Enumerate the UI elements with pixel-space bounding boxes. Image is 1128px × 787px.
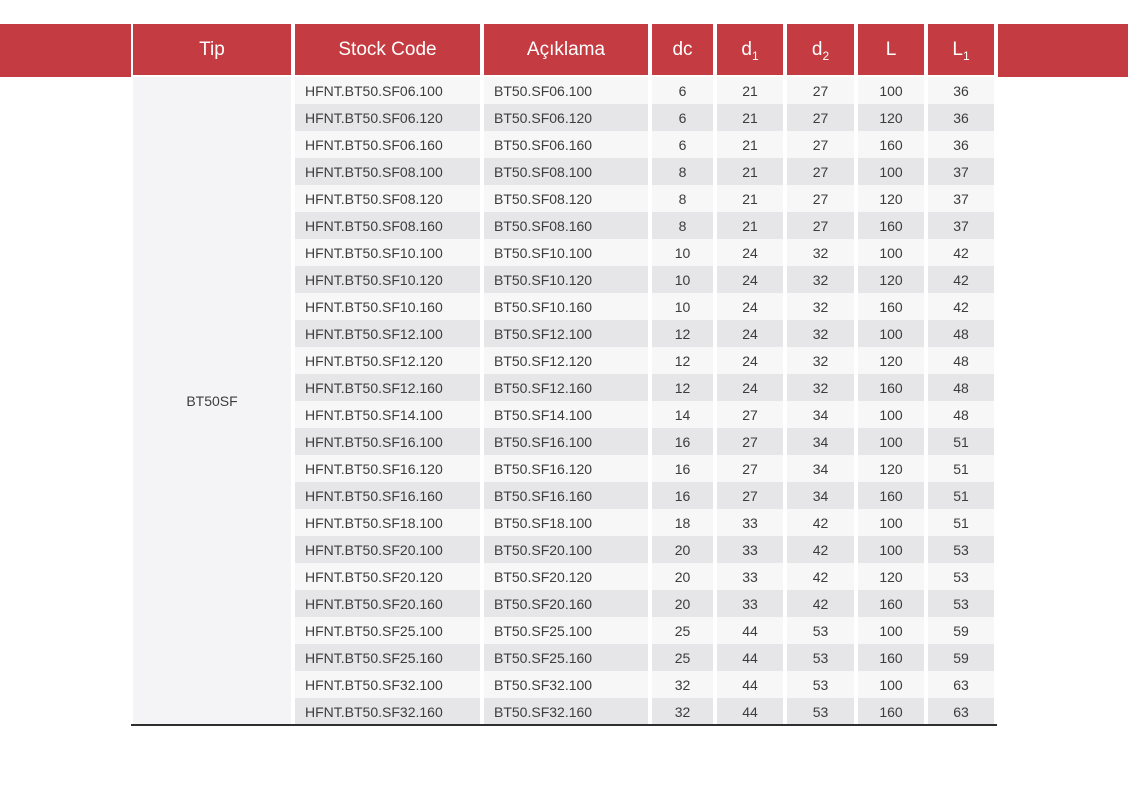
l1-cell: 42 [924,293,994,320]
d2-cell: 42 [783,536,854,563]
l1-cell: 59 [924,644,994,671]
aciklama-cell: BT50.SF20.120 [480,563,648,590]
d2-cell: 53 [783,671,854,698]
stock-code-cell: HFNT.BT50.SF10.160 [291,293,480,320]
d2-cell: 32 [783,239,854,266]
dc-cell: 12 [648,374,713,401]
aciklama-cell: BT50.SF16.100 [480,428,648,455]
col-header-aciklama-label: Açıklama [526,38,606,60]
l-cell: 120 [854,104,924,131]
l-cell: 100 [854,401,924,428]
d1-cell: 24 [713,347,783,374]
d2-cell: 53 [783,617,854,644]
aciklama-cell: BT50.SF12.160 [480,374,648,401]
l1-cell: 37 [924,185,994,212]
col-header-l1-base: L [952,38,963,60]
col-header-tip-label: Tip [199,38,225,60]
header-band-right [998,24,1128,77]
d1-cell: 44 [713,617,783,644]
aciklama-cell: BT50.SF25.100 [480,617,648,644]
tip-group-cell: BT50SF [133,77,291,725]
dc-cell: 18 [648,509,713,536]
dc-cell: 10 [648,293,713,320]
dc-cell: 25 [648,644,713,671]
d2-cell: 53 [783,644,854,671]
d1-cell: 24 [713,320,783,347]
l-cell: 100 [854,77,924,104]
d2-cell: 32 [783,347,854,374]
l1-cell: 53 [924,536,994,563]
l-cell: 100 [854,509,924,536]
d1-cell: 21 [713,185,783,212]
l-cell: 160 [854,698,924,725]
l1-cell: 59 [924,617,994,644]
stock-code-cell: HFNT.BT50.SF16.100 [291,428,480,455]
aciklama-cell: BT50.SF06.120 [480,104,648,131]
d1-cell: 27 [713,455,783,482]
d1-cell: 24 [713,266,783,293]
stock-code-cell: HFNT.BT50.SF08.100 [291,158,480,185]
aciklama-cell: BT50.SF08.100 [480,158,648,185]
stock-code-cell: HFNT.BT50.SF12.120 [291,347,480,374]
aciklama-cell: BT50.SF06.160 [480,131,648,158]
aciklama-cell: BT50.SF10.100 [480,239,648,266]
d2-cell: 27 [783,212,854,239]
d2-cell: 34 [783,482,854,509]
l-cell: 100 [854,671,924,698]
header-row [133,24,994,77]
stock-code-cell: HFNT.BT50.SF06.160 [291,131,480,158]
table-body [133,77,994,725]
stock-code-cell: HFNT.BT50.SF12.160 [291,374,480,401]
table-row [133,77,994,104]
dc-cell: 6 [648,104,713,131]
d1-cell: 27 [713,482,783,509]
aciklama-cell: BT50.SF08.120 [480,185,648,212]
stock-code-cell: HFNT.BT50.SF16.120 [291,455,480,482]
dc-cell: 10 [648,239,713,266]
stock-code-cell: HFNT.BT50.SF32.160 [291,698,480,725]
l-cell: 160 [854,590,924,617]
d1-cell: 21 [713,131,783,158]
l1-cell: 48 [924,401,994,428]
dc-cell: 25 [648,617,713,644]
l-cell: 100 [854,320,924,347]
l-cell: 160 [854,482,924,509]
col-header-l1 [924,24,994,77]
aciklama-cell: BT50.SF25.160 [480,644,648,671]
d2-cell: 42 [783,590,854,617]
aciklama-cell: BT50.SF10.160 [480,293,648,320]
l-cell: 160 [854,212,924,239]
aciklama-cell: BT50.SF12.100 [480,320,648,347]
col-header-tip [133,24,291,77]
col-header-d1 [713,24,783,77]
d1-cell: 21 [713,77,783,104]
aciklama-cell: BT50.SF12.120 [480,347,648,374]
header-band-left [0,24,131,77]
l-cell: 120 [854,563,924,590]
l1-cell: 53 [924,563,994,590]
l1-cell: 42 [924,239,994,266]
d1-cell: 33 [713,509,783,536]
stock-code-cell: HFNT.BT50.SF16.160 [291,482,480,509]
dc-cell: 10 [648,266,713,293]
col-header-stock-code [291,24,480,77]
l1-cell: 37 [924,158,994,185]
d2-cell: 27 [783,131,854,158]
l-cell: 160 [854,293,924,320]
col-header-d1-sub: 1 [751,48,759,63]
d2-cell: 27 [783,185,854,212]
d1-cell: 44 [713,671,783,698]
aciklama-cell: BT50.SF20.100 [480,536,648,563]
l1-cell: 36 [924,77,994,104]
l1-cell: 63 [924,671,994,698]
aciklama-cell: BT50.SF14.100 [480,401,648,428]
col-header-d1-base: d [741,38,752,60]
dc-cell: 20 [648,563,713,590]
l-cell: 120 [854,455,924,482]
dc-cell: 20 [648,590,713,617]
d1-cell: 21 [713,212,783,239]
dc-cell: 8 [648,212,713,239]
stock-code-cell: HFNT.BT50.SF18.100 [291,509,480,536]
d2-cell: 32 [783,293,854,320]
d1-cell: 44 [713,698,783,725]
l-cell: 120 [854,347,924,374]
l-cell: 100 [854,428,924,455]
l1-cell: 48 [924,347,994,374]
aciklama-cell: BT50.SF16.120 [480,455,648,482]
dc-cell: 6 [648,131,713,158]
stock-code-cell: HFNT.BT50.SF25.160 [291,644,480,671]
l-cell: 100 [854,536,924,563]
l-cell: 160 [854,374,924,401]
d2-cell: 34 [783,455,854,482]
l1-cell: 51 [924,428,994,455]
stock-code-cell: HFNT.BT50.SF08.120 [291,185,480,212]
l-cell: 100 [854,239,924,266]
d1-cell: 24 [713,374,783,401]
d2-cell: 42 [783,509,854,536]
aciklama-cell: BT50.SF10.120 [480,266,648,293]
col-header-dc [648,24,713,77]
d1-cell: 33 [713,563,783,590]
aciklama-cell: BT50.SF32.160 [480,698,648,725]
l1-cell: 42 [924,266,994,293]
stock-code-cell: HFNT.BT50.SF20.100 [291,536,480,563]
l-cell: 160 [854,644,924,671]
d2-cell: 32 [783,266,854,293]
aciklama-cell: BT50.SF32.100 [480,671,648,698]
d2-cell: 32 [783,374,854,401]
aciklama-cell: BT50.SF18.100 [480,509,648,536]
l1-cell: 51 [924,455,994,482]
dc-cell: 6 [648,77,713,104]
dc-cell: 16 [648,482,713,509]
l1-cell: 36 [924,131,994,158]
dc-cell: 32 [648,698,713,725]
table-bottom-border [131,724,997,726]
d2-cell: 27 [783,158,854,185]
stock-code-cell: HFNT.BT50.SF20.160 [291,590,480,617]
stock-code-cell: HFNT.BT50.SF10.100 [291,239,480,266]
l-cell: 120 [854,266,924,293]
d2-cell: 32 [783,320,854,347]
col-header-d2-base: d [811,38,823,60]
d2-cell: 27 [783,77,854,104]
d1-cell: 21 [713,104,783,131]
dc-cell: 32 [648,671,713,698]
d1-cell: 33 [713,536,783,563]
dc-cell: 12 [648,347,713,374]
d2-cell: 42 [783,563,854,590]
stock-code-cell: HFNT.BT50.SF14.100 [291,401,480,428]
product-spec-table [133,24,994,725]
d2-cell: 34 [783,428,854,455]
stock-code-cell: HFNT.BT50.SF25.100 [291,617,480,644]
stock-code-cell: HFNT.BT50.SF06.100 [291,77,480,104]
d2-cell: 53 [783,698,854,725]
aciklama-cell: BT50.SF06.100 [480,77,648,104]
l-cell: 100 [854,617,924,644]
l1-cell: 51 [924,509,994,536]
col-header-l1-sub: 1 [962,48,970,63]
col-header-d2-sub: 2 [822,48,830,63]
l1-cell: 48 [924,320,994,347]
l1-cell: 53 [924,590,994,617]
stock-code-cell: HFNT.BT50.SF12.100 [291,320,480,347]
d1-cell: 24 [713,239,783,266]
col-header-l-label: L [885,38,897,60]
d1-cell: 27 [713,428,783,455]
d1-cell: 21 [713,158,783,185]
l-cell: 120 [854,185,924,212]
l-cell: 160 [854,131,924,158]
d2-cell: 27 [783,104,854,131]
stock-code-cell: HFNT.BT50.SF06.120 [291,104,480,131]
aciklama-cell: BT50.SF20.160 [480,590,648,617]
col-header-aciklama [480,24,648,77]
dc-cell: 16 [648,455,713,482]
l-cell: 100 [854,158,924,185]
d1-cell: 24 [713,293,783,320]
dc-cell: 8 [648,185,713,212]
col-header-dc-label: dc [672,38,693,60]
l1-cell: 63 [924,698,994,725]
stock-code-cell: HFNT.BT50.SF32.100 [291,671,480,698]
dc-cell: 14 [648,401,713,428]
dc-cell: 8 [648,158,713,185]
d2-cell: 34 [783,401,854,428]
dc-cell: 16 [648,428,713,455]
table-header [133,24,994,77]
stock-code-cell: HFNT.BT50.SF08.160 [291,212,480,239]
l1-cell: 51 [924,482,994,509]
d1-cell: 44 [713,644,783,671]
d1-cell: 33 [713,590,783,617]
l1-cell: 36 [924,104,994,131]
dc-cell: 20 [648,536,713,563]
l1-cell: 48 [924,374,994,401]
stock-code-cell: HFNT.BT50.SF20.120 [291,563,480,590]
col-header-d2 [783,24,854,77]
aciklama-cell: BT50.SF08.160 [480,212,648,239]
col-header-stock-code-label: Stock Code [338,38,437,60]
l1-cell: 37 [924,212,994,239]
stock-code-cell: HFNT.BT50.SF10.120 [291,266,480,293]
col-header-l [854,24,924,77]
dc-cell: 12 [648,320,713,347]
d1-cell: 27 [713,401,783,428]
aciklama-cell: BT50.SF16.160 [480,482,648,509]
